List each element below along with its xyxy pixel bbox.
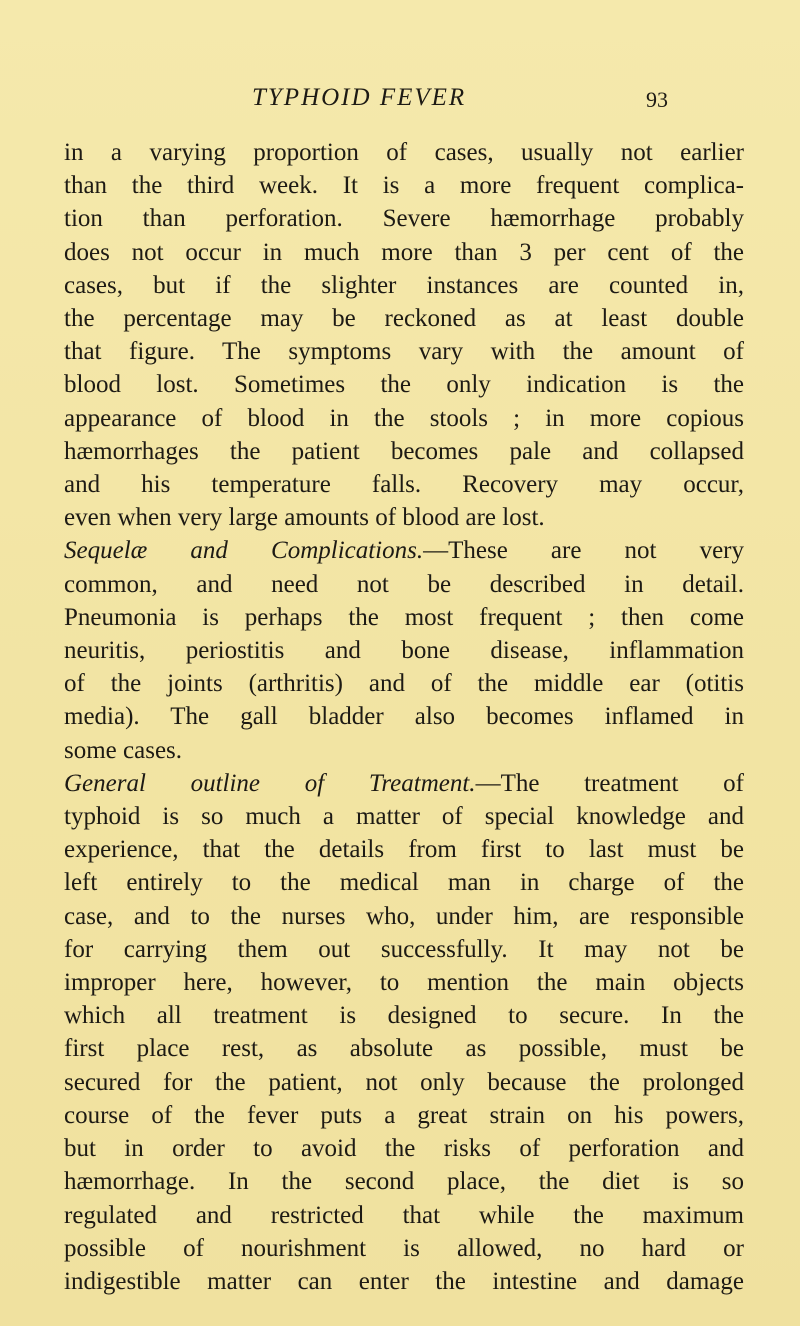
section-heading-treatment: General outline of Treatment. [64,769,476,797]
text-line: possible of nourishment is allowed, no hard or [64,1234,744,1262]
text-line: which all treatment is designed to secure. In the [64,1002,744,1030]
text-line: of the joints (arthritis) and of the middle ear (otitis [64,670,744,698]
text-line: does not occur in much more than 3 per cent of the [64,238,744,266]
text-line: hæmorrhages the patient becomes pale and collapsed [64,437,744,465]
page-number: 93 [646,87,668,112]
text-line: typhoid is so much a matter of special knowledge and [64,803,744,831]
text-line: common, and need not be described in detail. [64,570,744,598]
text-run: —The treatment of [475,769,745,797]
paragraph-sequelae [64,534,744,766]
text-line: Pneumonia is perhaps the most frequent ; then come [64,603,744,631]
page-header [0,84,800,124]
text-line: that figure. The symptoms vary with the amount of [64,338,744,366]
text-line: for carrying them out successfully. It may not be [64,935,744,963]
text-line: indigestible matter can enter the intestine and damage [64,1267,744,1295]
text-run: —These are not very [423,537,744,565]
text-line: cases, but if the slighter instances are counted in, [64,271,744,299]
text-line: tion than perforation. Severe hæmorrhage probably [64,205,744,233]
text-line: first place rest, as absolute as possible, must be [64,1035,744,1063]
text-line: blood lost. Sometimes the only indication is the [64,371,744,399]
text-line: but in order to avoid the risks of perforation and [64,1135,744,1163]
paragraph-haemorrhage [64,136,744,534]
text-line: in a varying proportion of cases, usually not earlier [64,139,744,166]
body-text [64,136,744,1298]
text-line: case, and to the nurses who, under him, are responsible [64,902,744,930]
text-line: improper here, however, to mention the main objects [64,969,744,997]
text-line: hæmorrhage. In the second place, the diet is so [64,1168,744,1196]
text-line: course of the fever puts a great strain on his powers, [64,1101,744,1129]
text-line [64,534,744,567]
text-line: and his temperature falls. Recovery may occur, [64,471,744,499]
running-title: TYPHOID FEVER [252,84,467,111]
text-line: regulated and restricted that while the maximum [64,1201,744,1229]
text-line: some cases. [64,736,183,764]
text-line: secured for the patient, not only because the prolonged [64,1068,744,1096]
text-line: experience, that the details from first to last must be [64,836,744,864]
text-line: appearance of blood in the stools ; in more copious [64,404,744,432]
text-line: the percentage may be reckoned as at least double [64,305,744,333]
text-line: left entirely to the medical man in charge of the [64,869,744,897]
text-line: even when very large amounts of blood are lost. [64,504,545,532]
text-line [64,767,744,800]
section-heading-sequelae: Sequelæ and Complications. [64,537,424,565]
paragraph-treatment [64,767,744,1298]
text-line: media). The gall bladder also becomes inflamed in [64,703,744,731]
text-line: neuritis, periostitis and bone disease, inflammation [64,637,744,665]
text-line: than the third week. It is a more frequent complica- [64,172,744,200]
